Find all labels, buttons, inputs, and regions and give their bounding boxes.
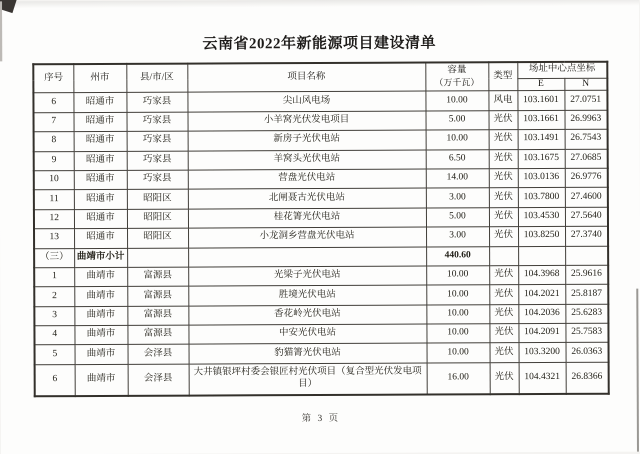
cell-n: 27.0685 xyxy=(565,149,608,169)
cell-capacity: 10.00 xyxy=(425,91,488,111)
table-row xyxy=(34,304,608,326)
cell-seq: 1 xyxy=(34,267,74,287)
cell-n: 27.0751 xyxy=(564,91,607,111)
cell-capacity: 5.00 xyxy=(425,111,488,131)
cell-project: 羊窝头光伏电站 xyxy=(188,150,426,170)
cell-prefecture: 昭通市 xyxy=(74,151,127,171)
cell-project: 中安光伏电站 xyxy=(188,324,426,344)
table-row xyxy=(35,343,609,365)
scan-artifact-right-edge xyxy=(636,289,639,452)
cell-capacity: 10.00 xyxy=(427,343,490,363)
table-row xyxy=(34,129,608,151)
header-seq: 序号 xyxy=(33,64,73,93)
cell-project: 小龙洞乡营盘光伏电站 xyxy=(188,227,426,247)
cell-e: 103.1601 xyxy=(517,91,564,111)
cell-n: 26.7543 xyxy=(565,129,608,149)
cell-county: 昭阳区 xyxy=(127,209,188,229)
cell-n xyxy=(565,246,608,266)
cell-prefecture: 昭通市 xyxy=(74,131,127,151)
cell-type: 光伏 xyxy=(489,149,518,169)
cell-prefecture: 曲靖市 xyxy=(74,325,127,345)
cell-prefecture: 昭通市 xyxy=(73,93,126,113)
cell-county: 巧家县 xyxy=(126,112,187,132)
cell-seq: 10 xyxy=(34,171,74,191)
cell-type: 光伏 xyxy=(488,110,517,130)
cell-seq: 6 xyxy=(33,93,73,113)
cell-project: 北闸聂古光伏电站 xyxy=(188,188,426,208)
header-project: 项目名称 xyxy=(187,63,425,93)
cell-capacity: 16.00 xyxy=(427,363,490,395)
cell-capacity: 3.00 xyxy=(426,227,489,247)
table-row xyxy=(34,226,608,248)
cell-type: 光伏 xyxy=(490,343,519,363)
cell-type: 光伏 xyxy=(489,304,518,324)
cell-e: 103.8250 xyxy=(518,227,565,247)
cell-e: 104.2021 xyxy=(518,285,565,305)
cell-county: 会泽县 xyxy=(128,345,189,365)
cell-e: 104.2091 xyxy=(518,323,565,343)
cell-seq: 4 xyxy=(34,326,74,346)
cell-prefecture: 昭通市 xyxy=(74,170,127,190)
header-coordinates: 场址中心点坐标 xyxy=(517,62,607,78)
cell-type: 风电 xyxy=(488,91,517,111)
cell-county xyxy=(127,248,188,268)
cell-type: 光伏 xyxy=(489,324,518,344)
cell-prefecture: 昭通市 xyxy=(74,209,127,229)
cell-prefecture: 曲靖市 xyxy=(75,345,128,365)
cell-county: 会泽县 xyxy=(128,364,189,396)
cell-n: 26.0363 xyxy=(566,343,609,363)
cell-prefecture: 曲靖市 xyxy=(74,267,127,287)
cell-project: 新房子光伏电站 xyxy=(188,130,426,150)
table-row xyxy=(34,323,608,345)
cell-e: 103.1661 xyxy=(517,110,564,130)
cell-prefecture: 曲靖市 xyxy=(75,364,128,396)
table-row xyxy=(33,91,607,113)
cell-type: 光伏 xyxy=(489,207,518,227)
cell-county: 巧家县 xyxy=(126,92,187,112)
cell-seq: 5 xyxy=(35,345,75,365)
cell-prefecture: 曲靖市 xyxy=(74,306,127,326)
cell-capacity: 3.00 xyxy=(426,188,489,208)
cell-n: 27.4600 xyxy=(565,188,608,208)
cell-n: 26.8366 xyxy=(566,362,609,394)
cell-e: 103.1675 xyxy=(518,149,565,169)
cell-project: 大井镇银坪村委会银匠村光伏项目（复合型光伏发电项目） xyxy=(189,363,427,396)
cell-n: 25.7583 xyxy=(565,323,608,343)
table-header xyxy=(33,62,607,93)
cell-e: 103.1491 xyxy=(518,130,565,150)
cell-seq: 3 xyxy=(34,306,74,326)
cell-n: 26.9963 xyxy=(564,110,607,130)
header-north: N xyxy=(564,78,607,91)
table-row xyxy=(34,265,608,287)
cell-county: 昭阳区 xyxy=(127,228,188,248)
cell-type: 光伏 xyxy=(489,227,518,247)
cell-capacity: 10.00 xyxy=(426,130,489,150)
table-row xyxy=(34,285,608,307)
cell-capacity: 10.00 xyxy=(426,285,489,305)
table-row xyxy=(34,149,608,171)
cell-prefecture: 曲靖市 xyxy=(74,287,127,307)
header-capacity-line2: （万千瓦） xyxy=(434,77,480,88)
cell-prefecture: 昭通市 xyxy=(74,190,127,210)
cell-capacity: 14.00 xyxy=(426,169,489,189)
cell-prefecture: 曲靖市小计 xyxy=(74,248,127,268)
document-title: 云南省2022年新能源项目建设清单 xyxy=(202,35,436,53)
cell-type: 光伏 xyxy=(489,130,518,150)
cell-county: 富源县 xyxy=(127,306,188,326)
table-row xyxy=(34,207,608,229)
cell-project: 香花岭光伏电站 xyxy=(188,305,426,325)
header-capacity xyxy=(425,62,488,91)
cell-project: 豹猫箐光伏电站 xyxy=(189,343,427,363)
header-east: E xyxy=(517,78,564,91)
cell-seq: 7 xyxy=(33,112,73,132)
cell-n: 25.9616 xyxy=(565,265,608,285)
cell-n: 26.9776 xyxy=(565,168,608,188)
cell-type: 光伏 xyxy=(489,285,518,305)
cell-e: 103.7800 xyxy=(518,188,565,208)
cell-project: 小羊窝光伏发电项目 xyxy=(187,111,425,131)
table-row xyxy=(34,188,608,210)
cell-capacity: 440.60 xyxy=(426,246,489,266)
cell-county: 巧家县 xyxy=(127,170,188,190)
cell-capacity: 5.00 xyxy=(426,207,489,227)
cell-project xyxy=(188,247,426,267)
cell-e xyxy=(518,246,565,266)
cell-type: 光伏 xyxy=(489,188,518,208)
cell-county: 富源县 xyxy=(127,286,188,306)
cell-seq: 6 xyxy=(35,364,75,396)
cell-prefecture: 昭通市 xyxy=(74,228,127,248)
cell-type: 光伏 xyxy=(490,362,519,394)
header-county: 县/市/区 xyxy=(126,64,187,93)
scan-artifact-corner xyxy=(0,0,17,13)
cell-prefecture: 昭通市 xyxy=(73,112,126,132)
table-row xyxy=(35,362,609,396)
header-type: 类型 xyxy=(488,62,517,91)
cell-n: 27.5640 xyxy=(565,207,608,227)
cell-project: 胜境光伏电站 xyxy=(188,285,426,305)
cell-e: 104.4321 xyxy=(519,362,566,394)
cell-seq: （三） xyxy=(34,248,74,268)
cell-seq: 11 xyxy=(34,190,74,210)
page-number: 第 3 页 xyxy=(301,413,341,425)
cell-county: 巧家县 xyxy=(127,131,188,151)
cell-seq: 12 xyxy=(34,209,74,229)
table-row xyxy=(34,168,608,190)
cell-project: 营盘光伏电站 xyxy=(188,169,426,189)
cell-capacity: 10.00 xyxy=(426,266,489,286)
cell-e: 103.4530 xyxy=(518,207,565,227)
cell-e: 104.3968 xyxy=(518,265,565,285)
cell-county: 昭阳区 xyxy=(127,189,188,209)
cell-type: 光伏 xyxy=(489,266,518,286)
cell-type: 光伏 xyxy=(489,169,518,189)
cell-county: 富源县 xyxy=(127,325,188,345)
cell-seq: 2 xyxy=(34,287,74,307)
cell-seq: 8 xyxy=(34,132,74,152)
cell-capacity: 10.00 xyxy=(426,304,489,324)
cell-e: 104.2036 xyxy=(518,304,565,324)
cell-n: 25.8187 xyxy=(565,285,608,305)
table-body xyxy=(33,91,608,396)
cell-n: 25.6283 xyxy=(565,304,608,324)
header-prefecture: 州市 xyxy=(73,64,126,93)
cell-county: 巧家县 xyxy=(127,151,188,171)
cell-capacity: 10.00 xyxy=(426,324,489,344)
cell-capacity: 6.50 xyxy=(426,149,489,169)
cell-n: 27.3740 xyxy=(565,226,608,246)
cell-project: 桂花箐光伏电站 xyxy=(188,208,426,228)
cell-e: 103.0136 xyxy=(518,168,565,188)
header-capacity-line1: 容量 xyxy=(447,65,467,76)
cell-e: 103.3200 xyxy=(519,343,566,363)
cell-seq: 9 xyxy=(34,151,74,171)
cell-project: 光梁子光伏电站 xyxy=(188,266,426,286)
table-row xyxy=(34,246,608,268)
table-row xyxy=(33,110,607,132)
cell-seq: 13 xyxy=(34,229,74,249)
cell-county: 富源县 xyxy=(127,267,188,287)
cell-project: 尖山风电场 xyxy=(187,91,425,111)
project-table xyxy=(32,61,609,397)
cell-type xyxy=(489,246,518,266)
